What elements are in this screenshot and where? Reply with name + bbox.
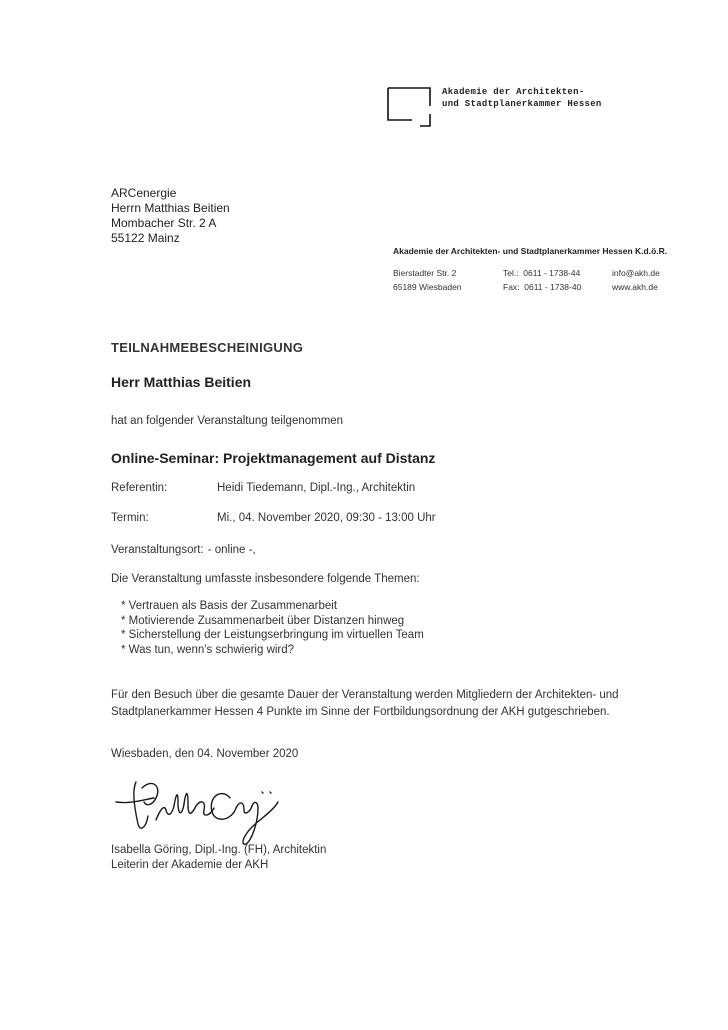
detail-label: Veranstaltungsort:	[111, 544, 204, 556]
sender-website-link[interactable]: www.akh.de	[612, 282, 658, 292]
credit-line: Stadtplanerkammer Hessen 4 Punkte im Sinne der Fortbildungsordnung der AKH gutgeschrieben.	[111, 706, 610, 718]
detail-label: Referentin:	[111, 482, 168, 494]
sender-email-link[interactable]: info@akh.de	[612, 268, 660, 278]
letterhead-line-1: Akademie der Architekten-	[442, 87, 585, 97]
addressee-line: Mombacher Str. 2 A	[111, 216, 217, 230]
detail-value: Mi., 04. November 2020, 09:30 - 13:00 Uhr	[217, 512, 436, 524]
letterhead-line-2: und Stadtplanerkammer Hessen	[442, 99, 602, 109]
addressee-block	[111, 186, 230, 246]
document-title: TEILNAHMEBESCHEINIGUNG	[111, 340, 304, 355]
sender-fax: Fax: 0611 - 1738-40	[503, 282, 582, 292]
topics-list	[121, 599, 424, 657]
detail-value: - online -,	[207, 544, 256, 556]
handwritten-signature	[112, 776, 312, 851]
sender-title: Akademie der Architekten- und Stadtplanerkammer Hessen K.d.ö.R.	[393, 246, 668, 256]
place-date: Wiesbaden, den 04. November 2020	[111, 748, 299, 760]
detail-value: Heidi Tiedemann, Dipl.-Ing., Architektin	[217, 482, 416, 494]
addressee-line: 55122 Mainz	[111, 231, 180, 245]
signatory-block	[111, 843, 326, 873]
detail-label: Termin:	[111, 512, 149, 524]
credit-line: Für den Besuch über die gesamte Dauer der Veranstaltung werden Mitgliedern der Architekten- und	[111, 689, 619, 701]
credit-text	[111, 687, 691, 721]
list-item: * Motivierende Zusammenarbeit über Distanzen hinweg	[121, 614, 424, 629]
sender-phone	[503, 266, 581, 294]
list-item: * Sicherstellung der Leistungserbringung im virtuellen Team	[121, 628, 424, 643]
list-item: * Was tun, wenn's schwierig wird?	[121, 643, 424, 658]
signatory-name: Isabella Göring, Dipl.-Ing. (FH), Architektin	[111, 844, 327, 856]
sender-address-line: 65189 Wiesbaden	[393, 282, 462, 292]
recipient-name: Herr Matthias Beitien	[111, 374, 252, 390]
addressee-line: ARCenergie	[111, 186, 177, 200]
sender-tel: Tel.: 0611 - 1738-44	[503, 268, 581, 278]
sender-web	[612, 266, 660, 294]
addressee-line: Herrn Matthias Beitien	[111, 201, 230, 215]
akh-logo-icon	[386, 84, 430, 126]
intro-text: hat an folgender Veranstaltung teilgenommen	[111, 415, 344, 427]
event-title: Online-Seminar: Projektmanagement auf Distanz	[111, 450, 436, 466]
detail-row-termin	[111, 512, 436, 524]
sender-address	[393, 266, 462, 294]
detail-row-referentin	[111, 482, 415, 494]
list-item: * Vertrauen als Basis der Zusammenarbeit	[121, 599, 424, 614]
detail-row-ort	[111, 544, 256, 556]
sender-address-line: Bierstadter Str. 2	[393, 268, 457, 278]
topics-intro: Die Veranstaltung umfasste insbesondere folgende Themen:	[111, 573, 420, 585]
letterhead-text	[442, 86, 602, 110]
signatory-role: Leiterin der Akademie der AKH	[111, 859, 269, 871]
